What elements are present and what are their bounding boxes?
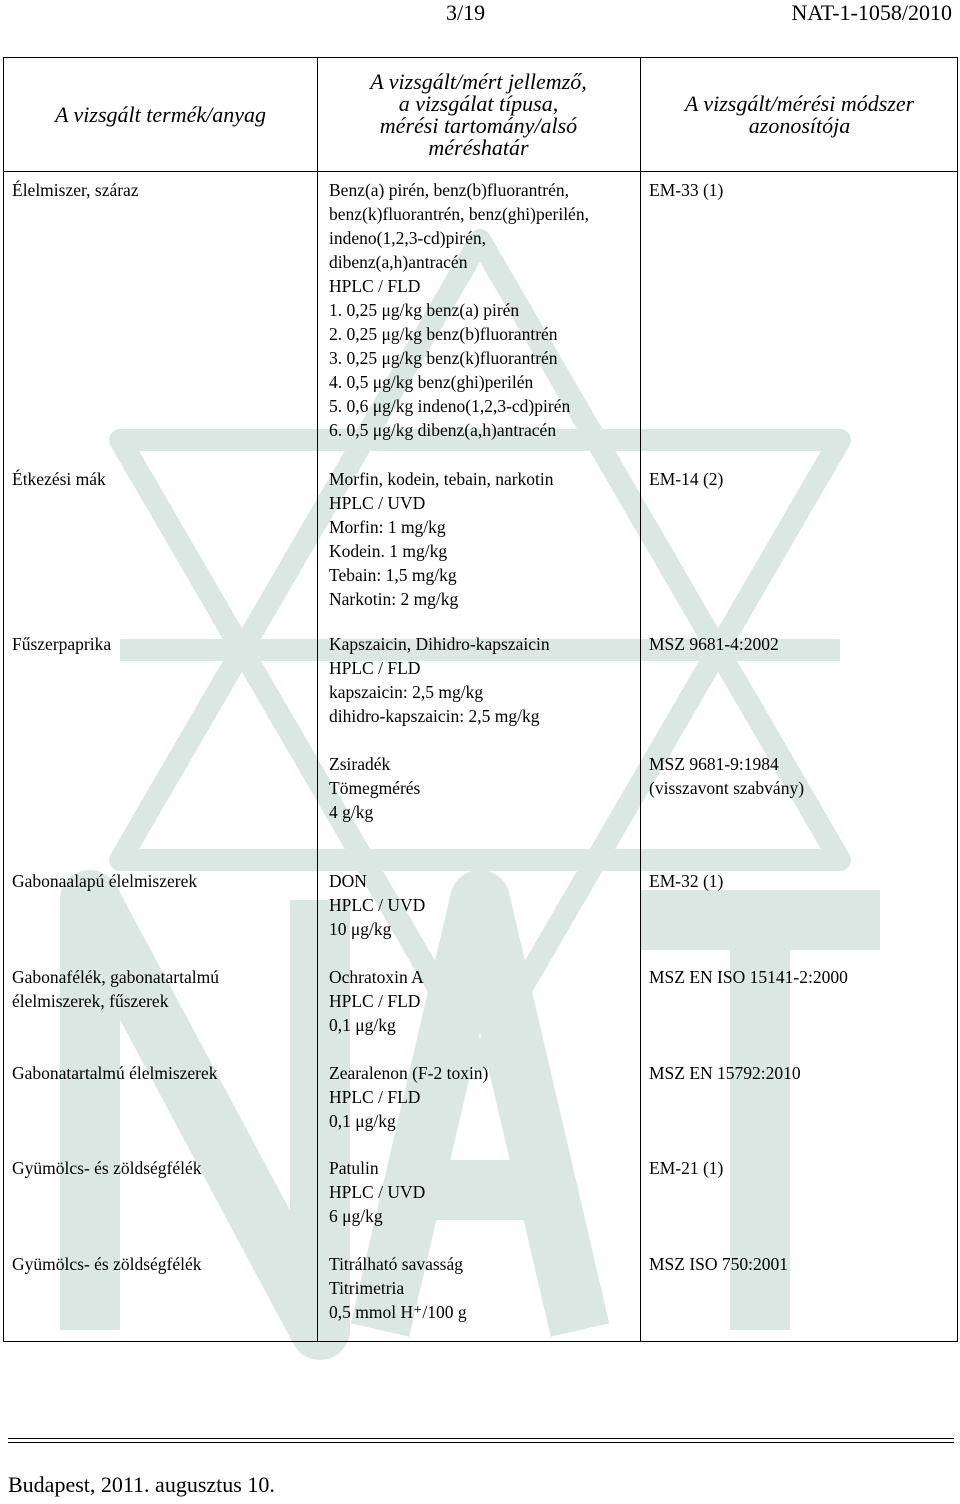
characteristic-cell [329,1156,425,1228]
method-line: MSZ EN ISO 15141-2:2000 [649,967,848,987]
characteristic-line: 5. 0,6 μg/kg indeno(1,2,3-cd)pirén [329,396,571,416]
column-header-line: A vizsgált/mérési módszer [684,90,915,116]
characteristic-line: 2. 0,25 μg/kg benz(b)fluorantrén [329,324,558,344]
method-line: MSZ EN 15792:2010 [649,1063,801,1083]
characteristic-line: Kapszaicin, Dihidro-kapszaicin [329,634,550,654]
product-line: Étkezési mák [12,469,106,489]
product-cell [12,869,197,893]
characteristic-line: 1. 0,25 μg/kg benz(a) pirén [329,300,520,320]
page-number: 3/19 [446,0,486,25]
characteristic-line: Benz(a) pirén, benz(b)fluorantrén, [329,180,570,200]
column-header-product [4,58,317,171]
characteristic-line: benz(k)fluorantrén, benz(ghi)perilén, [329,204,589,224]
characteristic-line: HPLC / UVD [329,895,426,915]
characteristic-cell [329,1252,467,1324]
characteristic-line: 3. 0,25 μg/kg benz(k)fluorantrén [329,348,558,368]
characteristic-line: HPLC / UVD [329,1182,426,1202]
characteristic-line: 4. 0,5 μg/kg benz(ghi)perilén [329,372,534,392]
characteristic-cell [329,1061,488,1133]
characteristic-line: 6. 0,5 μg/kg dibenz(a,h)antracén [329,420,557,440]
characteristic-line: Patulin [329,1158,379,1178]
characteristic-line: Zsiradék [329,754,391,774]
product-line: Gabonafélék, gabonatartalmú [12,967,219,987]
characteristic-line: Zearalenon (F-2 toxin) [329,1063,489,1083]
product-cell [12,467,106,491]
characteristic-line: 6 μg/kg [329,1206,383,1226]
characteristic-line: Titrálható savasság [329,1254,463,1274]
product-line: élelmiszerek, fűszerek [12,991,169,1011]
method-cell [649,178,723,202]
characteristic-line: HPLC / FLD [329,991,421,1011]
product-cell [12,965,219,1013]
column-divider [640,58,641,1341]
characteristic-line: HPLC / FLD [329,658,421,678]
characteristic-line: dibenz(a,h)antracén [329,252,468,272]
column-divider [317,58,318,1341]
column-header-line: méréshatár [428,134,529,160]
column-header-characteristic [317,58,640,171]
characteristic-line: Morfin: 1 mg/kg [329,517,446,537]
characteristic-line: Morfin, kodein, tebain, narkotin [329,469,554,489]
method-cell [649,1156,723,1180]
product-cell [12,632,111,656]
product-line: Gyümölcs- és zöldségfélék [12,1254,202,1274]
characteristic-line: indeno(1,2,3-cd)pirén, [329,228,486,248]
product-cell [12,1156,202,1180]
column-header-line: A vizsgált/mért jellemző, [370,68,587,94]
column-header-line: mérési tartomány/alsó [379,112,578,138]
method-line: (visszavont szabvány) [649,778,805,798]
accreditation-table [3,57,958,1342]
document-id: NAT-1-1058/2010 [791,0,952,25]
method-line: MSZ 9681-4:2002 [649,634,779,654]
method-cell [649,1252,788,1276]
characteristic-line: HPLC / FLD [329,1087,421,1107]
product-line: Gabonaalapú élelmiszerek [12,871,198,891]
method-cell [649,965,848,989]
characteristic-line: Tebain: 1,5 mg/kg [329,565,457,585]
characteristic-line: Kodein. 1 mg/kg [329,541,448,561]
column-header-line: a vizsgálat típusa, [398,90,559,116]
characteristic-line: HPLC / UVD [329,493,426,513]
characteristic-line: Tömegmérés [329,778,421,798]
characteristic-line: 0,5 mmol H⁺/100 g [329,1302,467,1322]
product-cell [12,1252,202,1276]
method-cell [649,1061,801,1085]
footer-place-date: Budapest, 2011. augusztus 10. [8,1472,275,1497]
column-header-method [640,58,959,171]
characteristic-line: 4 g/kg [329,802,374,822]
characteristic-line: kapszaicin: 2,5 mg/kg [329,682,484,702]
footer-rule [8,1438,954,1439]
method-cell [649,632,779,656]
characteristic-cell [329,467,554,611]
method-cell [649,467,723,491]
method-line: EM-33 (1) [649,180,724,200]
product-line: Élelmiszer, száraz [12,180,139,200]
method-line: EM-21 (1) [649,1158,724,1178]
characteristic-line: HPLC / FLD [329,276,421,296]
product-line: Fűszerpaprika [12,634,112,654]
footer-rule [8,1442,954,1443]
characteristic-line: Narkotin: 2 mg/kg [329,589,459,609]
method-line: MSZ 9681-9:1984 [649,754,779,774]
characteristic-cell [329,965,424,1037]
characteristic-line: 0,1 μg/kg [329,1015,396,1035]
characteristic-cell [329,632,550,728]
characteristic-line: 10 μg/kg [329,919,392,939]
column-header-line: azonosítója [748,112,851,138]
characteristic-line: Titrimetria [329,1278,405,1298]
characteristic-line: dihidro-kapszaicin: 2,5 mg/kg [329,706,540,726]
method-line: EM-14 (2) [649,469,724,489]
method-cell [649,869,723,893]
characteristic-cell [329,869,425,941]
method-line: EM-32 (1) [649,871,724,891]
method-cell [649,752,804,800]
product-cell [12,1061,218,1085]
characteristic-line: Ochratoxin A [329,967,424,987]
characteristic-cell [329,752,420,824]
product-line: Gyümölcs- és zöldségfélék [12,1158,202,1178]
characteristic-line: 0,1 μg/kg [329,1111,396,1131]
product-cell [12,178,139,202]
characteristic-line: DON [329,871,367,891]
page-header [0,0,960,26]
column-header-line: A vizsgált termék/anyag [55,101,266,127]
product-line: Gabonatartalmú élelmiszerek [12,1063,218,1083]
header-divider [4,171,957,172]
characteristic-cell [329,178,589,442]
method-line: MSZ ISO 750:2001 [649,1254,789,1274]
